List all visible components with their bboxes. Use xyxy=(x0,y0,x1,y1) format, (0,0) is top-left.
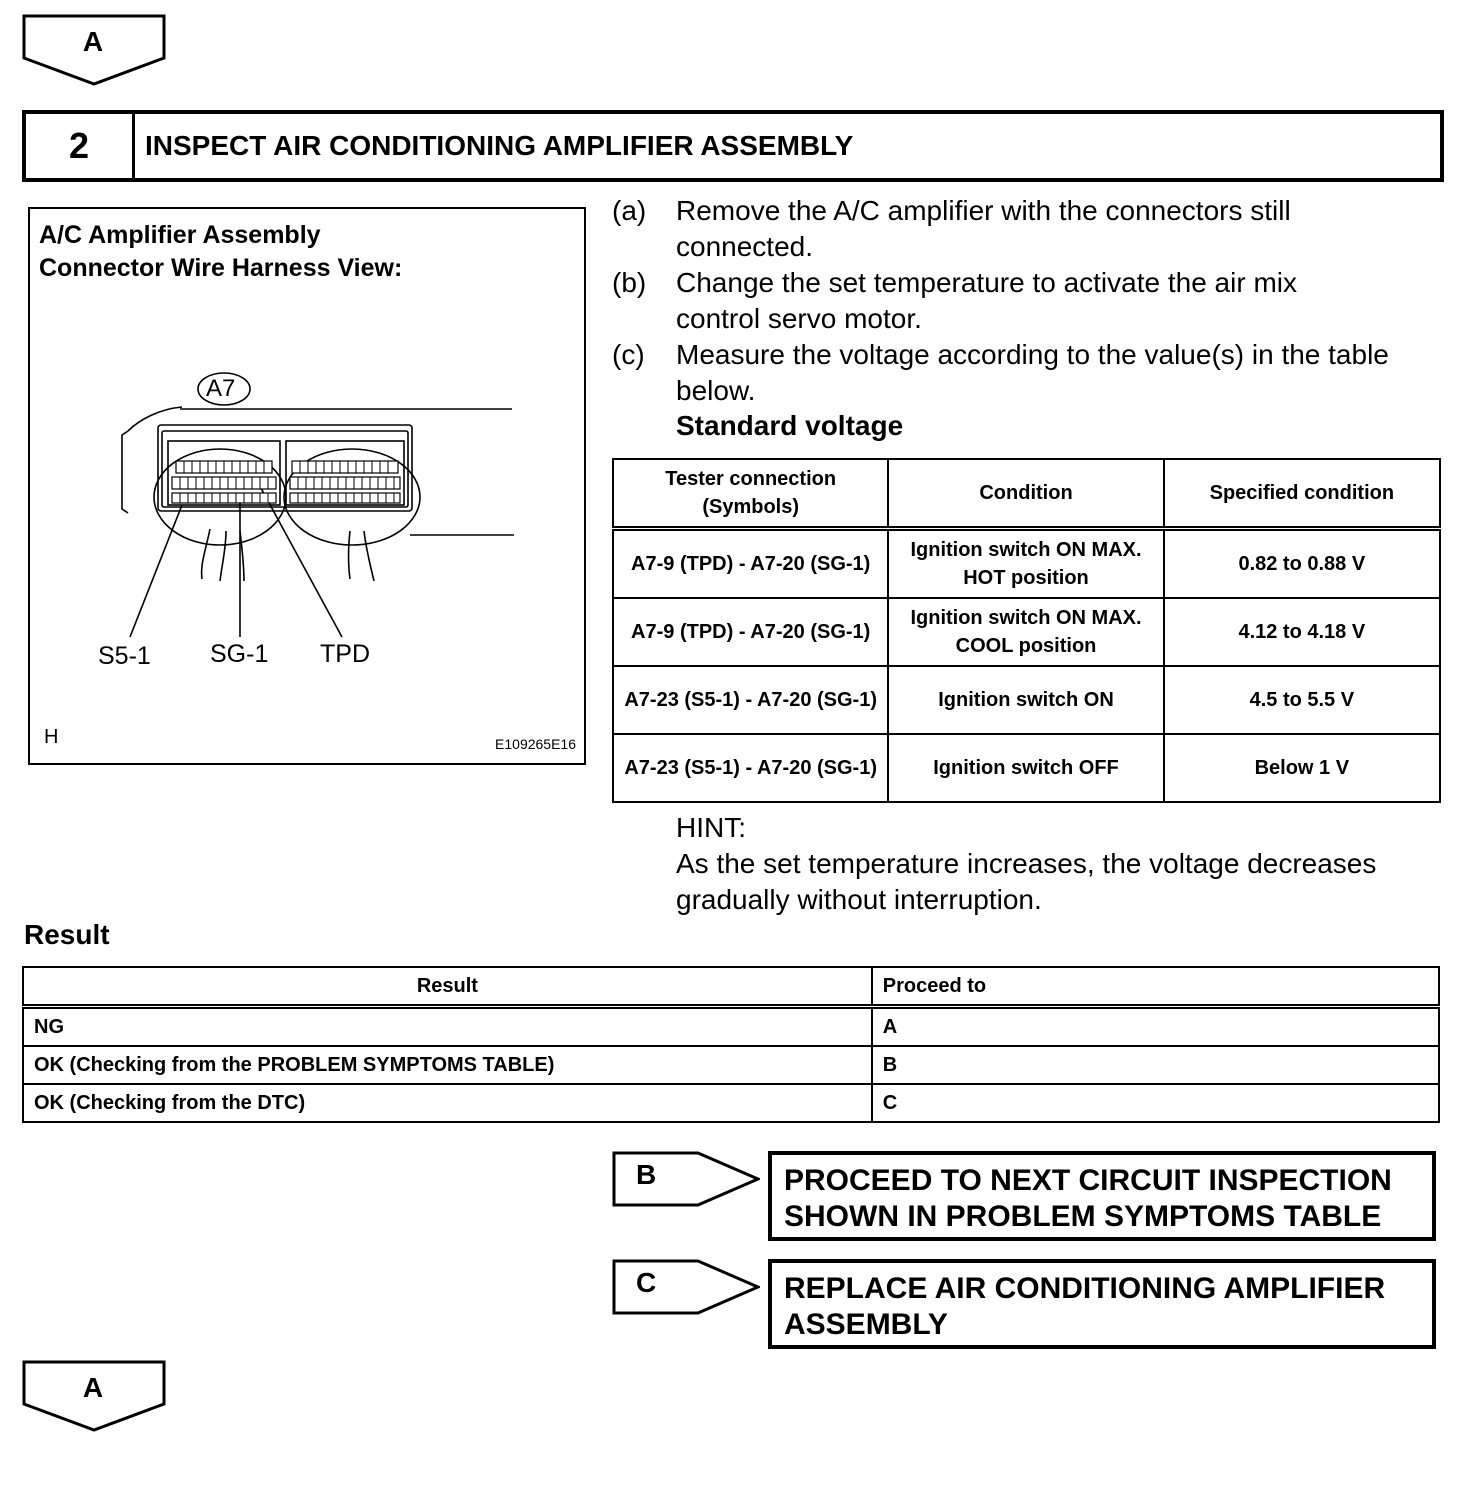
figure-title-line1: A/C Amplifier Assembly xyxy=(39,221,321,249)
step-number: 2 xyxy=(26,114,135,178)
table-cell: A7-23 (S5-1) - A7-20 (SG-1) xyxy=(613,734,888,802)
instruction-text: Remove the A/C amplifier with the connectors still connected. xyxy=(676,195,1291,262)
hint-label: HINT: xyxy=(676,812,746,843)
figure-title-line2: Connector Wire Harness View: xyxy=(39,254,403,282)
right-arrow-tag-icon xyxy=(612,1259,760,1315)
table-cell: OK (Checking from the PROBLEM SYMPTOMS TABLE) xyxy=(23,1046,872,1084)
instruction-text: Change the set temperature to activate the air mix control servo motor. xyxy=(676,267,1297,334)
table-cell: B xyxy=(872,1046,1439,1084)
connector-figure xyxy=(28,207,586,765)
table-row xyxy=(23,1046,1439,1084)
connector-label: A7 xyxy=(206,375,236,402)
table-cell: Ignition switch ON MAX. COOL position xyxy=(888,598,1163,666)
table-cell: NG xyxy=(23,1007,872,1047)
outcome-tag-label: B xyxy=(636,1159,657,1190)
bottom-tag-label: A xyxy=(82,1372,104,1403)
step-title: INSPECT AIR CONDITIONING AMPLIFIER ASSEMBLY xyxy=(145,130,854,161)
outcome-tag-b xyxy=(612,1151,760,1207)
table-cell: OK (Checking from the DTC) xyxy=(23,1084,872,1122)
top-flow-tag xyxy=(22,14,168,88)
instruction-label: (b) xyxy=(612,267,647,298)
table-cell: Below 1 V xyxy=(1164,734,1440,802)
outcome-box-c: REPLACE AIR CONDITIONING AMPLIFIER ASSEMBLY xyxy=(768,1259,1436,1349)
pin-label-s5-1: S5-1 xyxy=(98,642,151,670)
table-row xyxy=(613,598,1440,666)
table-cell: 4.5 to 5.5 V xyxy=(1164,666,1440,734)
table-row xyxy=(23,1007,1439,1047)
standard-voltage-heading: Standard voltage xyxy=(676,410,904,441)
outcome-tag-c xyxy=(612,1259,760,1315)
hint-block xyxy=(676,810,1456,918)
figure-code: E109265E16 xyxy=(495,736,576,752)
instruction-list xyxy=(612,193,1442,409)
table-cell: Ignition switch OFF xyxy=(888,734,1163,802)
figure-corner-mark: H xyxy=(44,726,59,748)
table-cell: 0.82 to 0.88 V xyxy=(1164,529,1440,599)
column-header: Result xyxy=(23,967,872,1007)
pin-label-tpd: TPD xyxy=(320,640,370,668)
instruction-item xyxy=(612,265,1442,337)
outcome-tag-label: C xyxy=(636,1267,657,1298)
top-tag-label: A xyxy=(82,26,104,57)
column-header: Condition xyxy=(888,459,1163,529)
connector-drawing xyxy=(30,209,584,763)
bottom-flow-tag xyxy=(22,1360,168,1434)
table-cell: C xyxy=(872,1084,1439,1122)
table-cell: A7-9 (TPD) - A7-20 (SG-1) xyxy=(613,529,888,599)
voltage-table xyxy=(612,458,1441,803)
column-header: Proceed to xyxy=(872,967,1439,1007)
step-header xyxy=(22,110,1444,182)
outcome-box-b: PROCEED TO NEXT CIRCUIT INSPECTION SHOWN IN PROBLEM SYMPTOMS TABLE xyxy=(768,1151,1436,1241)
table-row xyxy=(613,666,1440,734)
table-cell: A xyxy=(872,1007,1439,1047)
table-row xyxy=(613,734,1440,802)
table-cell: Ignition switch ON xyxy=(888,666,1163,734)
table-cell: A7-9 (TPD) - A7-20 (SG-1) xyxy=(613,598,888,666)
table-cell: Ignition switch ON MAX. HOT position xyxy=(888,529,1163,599)
instruction-label: (c) xyxy=(612,339,645,370)
result-heading: Result xyxy=(24,919,110,950)
instruction-item xyxy=(612,193,1442,265)
table-header-row xyxy=(613,459,1440,529)
instruction-label: (a) xyxy=(612,195,647,226)
table-header-row xyxy=(23,967,1439,1007)
table-row xyxy=(23,1084,1439,1122)
right-arrow-tag-icon xyxy=(612,1151,760,1207)
column-header: Specified condition xyxy=(1164,459,1440,529)
result-table xyxy=(22,966,1440,1123)
instruction-text: Measure the voltage according to the value(s) in the table below. xyxy=(676,339,1389,406)
table-row xyxy=(613,529,1440,599)
column-header: Tester connection (Symbols) xyxy=(613,459,888,529)
hint-text: As the set temperature increases, the voltage decreases gradually without interruption. xyxy=(676,848,1377,915)
table-cell: A7-23 (S5-1) - A7-20 (SG-1) xyxy=(613,666,888,734)
pin-label-sg-1: SG-1 xyxy=(210,640,269,668)
table-cell: 4.12 to 4.18 V xyxy=(1164,598,1440,666)
instruction-item xyxy=(612,337,1442,409)
